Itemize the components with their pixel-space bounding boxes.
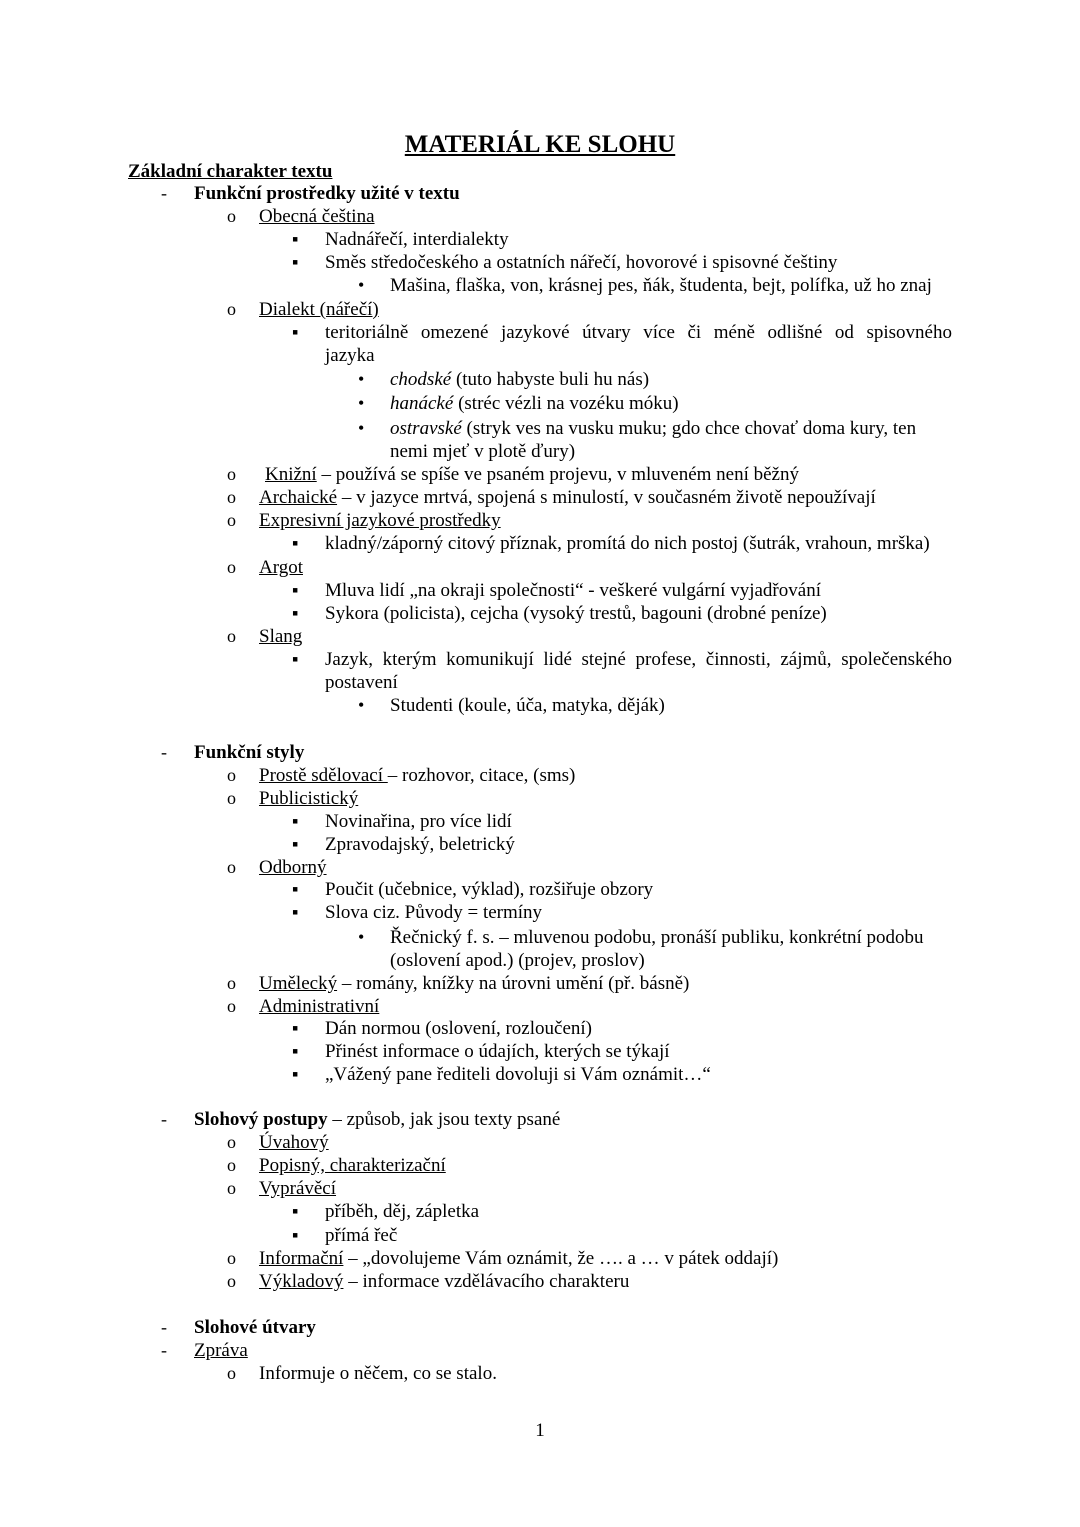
list-item: ▪ Sykora (policista), cejcha (vysoký trestů, bagouni (drobné peníze) (292, 603, 827, 624)
list-item: ▪ Nadnářečí, interdialekty (292, 229, 509, 250)
list-item: ▪ Novinařina, pro více lidí (292, 811, 512, 832)
list-item: • chodské (tuto habyste buli hu nás) (358, 369, 650, 390)
list-item: o Archaické – v jazyce mrtvá, spojená s minulostí, v současném životě nepoužívají (227, 487, 876, 508)
list-item-continuation: nemi mjeť v plotě ďury) (390, 441, 576, 462)
list-item: o Argot (227, 557, 303, 578)
list-item: o Úvahový (227, 1132, 329, 1153)
list-item-continuation: jazyka (325, 345, 375, 366)
list-item: ▪ přímá řeč (292, 1225, 398, 1246)
list-item: ▪ Mluva lidí „na okraji společnosti“ - veškeré vulgární vyjadřování (292, 580, 821, 601)
list-item: ▪ příběh, děj, zápletka (292, 1201, 480, 1222)
list-item: o Prostě sdělovací – rozhovor, citace, (sms) (227, 765, 576, 786)
list-item: • Řečnický f. s. – mluvenou podobu, pronáší publiku, konkrétní podobu (358, 927, 924, 948)
list-item: o Dialekt (nářečí) (227, 299, 379, 320)
section-heading: Základní charakter textu (128, 161, 333, 182)
list-item: • ostravské (stryk ves na vusku muku; gdo chce chovať doma kury, ten (358, 418, 917, 439)
list-item: o Popisný, charakterizační (227, 1155, 446, 1176)
page-number: 1 (535, 1420, 545, 1441)
list-item: ▪ Směs středočeského a ostatních nářečí, hovorové i spisovné češtiny (292, 252, 838, 273)
list-item: ▪ Jazyk, kterým komunikují lidé stejné profese, činnosti, zájmů, společenského (292, 649, 952, 670)
list-item: o Informuje o něčem, co se stalo. (227, 1363, 497, 1384)
list-item: ▪ „Vážený pane řediteli dovoluji si Vám oznámit…“ (292, 1064, 711, 1085)
list-item: o Obecná čeština (227, 206, 375, 227)
list-item: o Informační – „dovolujeme Vám oznámit, že …. a … v pátek oddají) (227, 1248, 779, 1269)
list-item: • Studenti (koule, úča, matyka, děják) (358, 695, 665, 716)
list-item: o Expresivní jazykové prostředky (227, 510, 501, 531)
list-item: o Odborný (227, 857, 327, 878)
list-item: - Slohové útvary (161, 1317, 316, 1338)
list-item: • hanácké (stréc vézli na vozéku móku) (358, 393, 679, 414)
list-item: o Publicistický (227, 788, 359, 809)
list-item: ▪ teritoriálně omezené jazykové útvary více či méně odlišné od spisovného (292, 322, 952, 343)
list-item: o Výkladový – informace vzdělávacího charakteru (227, 1271, 630, 1292)
list-item: ▪ Přinést informace o údajích, kterých se týkají (292, 1041, 670, 1062)
list-item-continuation: postavení (325, 672, 398, 693)
list-item: ▪ Poučit (učebnice, výklad), rozšiřuje obzory (292, 879, 654, 900)
page-title: MATERIÁL KE SLOHU (404, 131, 676, 158)
list-item: • Mašina, flaška, von, krásnej pes, ňák, študenta, bejt, polífka, už ho znaj (358, 275, 932, 296)
list-item: ▪ Dán normou (oslovení, rozloučení) (292, 1018, 592, 1039)
list-item: ▪ kladný/záporný citový příznak, promítá do nich postoj (šutrák, vrahoun, mrška) (292, 533, 930, 554)
list-item-continuation: (oslovení apod.) (projev, proslov) (390, 950, 645, 971)
list-item: ▪ Slova ciz. Původy = termíny (292, 902, 543, 923)
list-item: o Administrativní (227, 996, 380, 1017)
list-item: ▪ Zpravodajský, beletrický (292, 834, 515, 855)
list-item: - Funkční styly (161, 742, 305, 763)
list-item: o Knižní – používá se spíše ve psaném projevu, v mluveném není běžný (227, 464, 799, 485)
list-item: o Slang (227, 626, 303, 647)
list-item: - Zpráva (161, 1340, 248, 1361)
list-item: o Vyprávěcí (227, 1178, 337, 1199)
list-item: - Slohový postupy – způsob, jak jsou texty psané (161, 1109, 561, 1130)
list-item: - Funkční prostředky užité v textu (161, 183, 460, 204)
list-item: o Umělecký – romány, knížky na úrovni umění (př. básně) (227, 973, 690, 994)
